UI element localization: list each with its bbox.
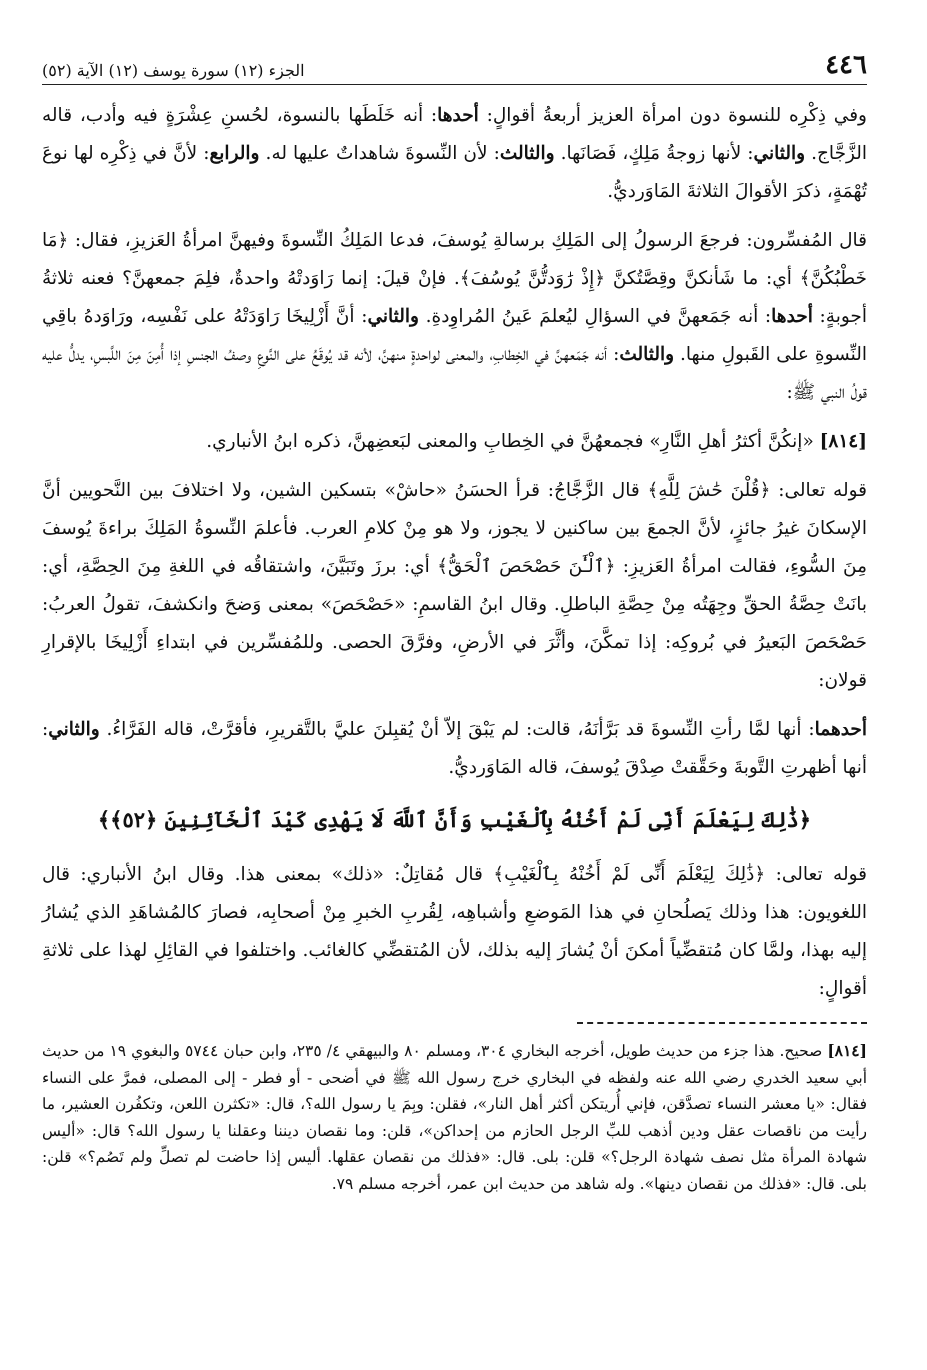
page-number: ٤٤٦ xyxy=(825,50,867,80)
paragraph-hadith xyxy=(42,423,867,461)
bold-term: والثاني xyxy=(48,719,100,740)
text-run: : أنه خَلَطَها بالنسوة، لحُسنِ عِشْرَةٍ فيه وأدب، قاله الزَّجَّاج. xyxy=(42,105,867,164)
text-run: : لأن النِّسوةَ شاهداتٌ عليها له. xyxy=(259,143,500,164)
hadith-reference: [٨١٤] xyxy=(819,431,867,452)
quran-verse: ﴿ذَٰلِكَ لِيَعْلَمَ أَنِّى لَمْ أَخُنْهُ بِٱلْغَيْبِ وَأَنَّ ٱللَّهَ لَا يَهْدِى كَيْدَ ٱلْخَآئِنِينَ ﴿٥٢﴾﴾ xyxy=(97,807,812,832)
bold-term: والثالث xyxy=(499,143,555,164)
footnote-divider xyxy=(577,1022,867,1024)
paragraph-4 xyxy=(42,472,867,700)
header-title: الجزء (١٢) سورة يوسف (١٢) الآية (٥٢) xyxy=(42,61,305,80)
main-text xyxy=(42,97,867,1008)
paragraph-6 xyxy=(42,856,867,1008)
bold-term: والثاني xyxy=(753,143,806,164)
paragraph-5 xyxy=(42,711,867,787)
text-run: : أنها أظهرتِ التَّوبةَ وحَقَّقتْ صِدْقَ يُوسفَ، قاله المَاوَرديُّ. xyxy=(42,719,867,778)
text-run: : لأنها زوجةُ مَلِكٍ، فَصَانَها. xyxy=(554,143,754,164)
text-run: : أنها لمَّا رأتِ النِّسوةَ قد بَرَّأنَهُ، قالت: لم يَبْقَ إلاّ أنْ يُقبِلنَ عليَّ بالتَّقريرِ، فأقرَّتْ، قاله الفَرَّاءُ. xyxy=(99,719,815,740)
paragraph-2 xyxy=(42,222,867,412)
bold-term: والثاني xyxy=(367,306,419,327)
footnote-text: صحيح. هذا جزء من حديث طويل، أخرجه البخاري ٣٠٤، ومسلم ٨٠ والبيهقي ٤/ ٢٣٥، وابن حبان ٥٧٤٤ والبغوي ١٩ من حديث أبي سعيد الخدري رضي الله عنه ولفظه في البخاري خرج رسول الله ﷺ في أضحى - أو فطر - إلى المصلى، فمرَّ على النساء فقال: «يا معشر النساء تصدَّقن، فإني أُريتكن أكثر أهل النار»، فقلن: وبِمَ يا رسول الله؟، قال: «تكثرن اللعن، وتكفُرن العشير، ما رأيت من ناقصات عقل ودين أذهب للبِّ الرجل الحازم من إحداكن»، قلن: وما نقصان ديننا وعقلنا يا رسول الله؟ قال: «أليس شهادة المرأة مثل نصف شهادة الرجل؟» قلن: بلى. قال: «فذلك من نقصان عقلها. أليس إذا حاضت لم تصلِّ ولم تَصُم؟» قلن: بلى. قال: «فذلك من نقصان دينها». وله شاهد من حديث ابن عمر، أخرجه مسلم ٧٩. xyxy=(42,1042,867,1193)
bold-term: أحدها xyxy=(771,306,813,327)
text-run: قوله تعالى: ﴿قُلْنَ حَٰشَ لِلَّهِ﴾ قال الزَّجَّاجُ: قرأ الحسَنُ «حاشْ» بتسكين الشين، ولا اختلافَ بين النَّحويين أنَّ الإسكانَ غيرُ جائزٍ، لأنَّ الجمعَ بين ساكنين لا يجوز، ولا هو مِنْ كلامِ العرب. فأعلمَ النِّسوةُ المَلِكَ براءةَ يُوسفَ مِنَ السُّوءِ، فقالت امرأةُ العَزيزِ: ﴿ٱلْـَٰٔنَ حَصْحَصَ ٱلْحَقُّ﴾ أي: برزَ وتَبَيَّنَ، واشتقاقُه في اللغةِ مِنَ الحِصَّةِ، أي: بانَتْ حِصَّةُ الحقِّ وجِهَتُه مِنْ حِصَّةِ الباطلِ. وقال ابنُ القاسمِ: «حَصْحَصَ» بمعنى وَضحَ وانكشفَ، تقولُ العربُ: حَصْحَصَ البَعيرُ في بُروكِه: إذا تمكَّنَ، وأثَّرَ في الأرضِ، وفرَّقَ الحصى. وللمُفسِّرين في ابتداءِ أَزْلِيخَا بالإقرارِ قولان: xyxy=(42,480,867,691)
text-run: : لأنَّ في ذِكْرِه لها نوعَ تُهْمَةٍ، ذكرَ الأقوالَ الثلاثةَ المَاوَرديُّ. xyxy=(42,143,867,202)
text-run: قال المُفسِّرون: فرجعَ الرسولُ إلى المَلِكِ برسالةِ يُوسفَ، فدعا المَلِكُ النِّسوةَ وفيهنَّ امرأةُ العَزيزِ، فقال: ﴿مَا خَطْبُكُنَّ﴾ أي: ما شَأنكنَّ وقِصَّتُكنَّ ﴿إِذْ رَٰوَدتُّنَّ يُوسُفَ﴾. فإنْ قيلَ: إنما رَاوَدتْهُ واحدةٌ، فلِمَ جمعهنَّ؟ فعنه ثلاثةُ أجوبةٍ: xyxy=(42,230,867,327)
text-run: وفي ذِكْرِه للنسوة دون امرأة العزيز أربعةُ أقوالٍ: xyxy=(478,105,867,126)
bold-term: أحدهما xyxy=(814,719,867,740)
text-run: قوله تعالى: ﴿ذَٰلِكَ لِيَعْلَمَ أَنِّى لَمْ أَخُنْهُ بِٱلْغَيْبِ﴾ قال مُقاتِلٌ: «ذلك» بمعنى هذا. وقال ابنُ الأنباري: قال اللغويون: هذا وذلك يَصلُحانِ في هذا المَوضعِ وأشباهِه، لِقُربِ الخبرِ مِنْ أصحابِه، فصارَ كالمُشاهَدِ الذي يُشارُ إليه بهذا، ولمَّا كان مُتقضِّياً أمكنَ أنْ يُشارَ إليه بذلك، لأن المُتقضِّي كالغائب. واختلفوا في القائِلِ لهذا على ثلاثةِ أقوالٍ: xyxy=(42,864,867,999)
footnote xyxy=(42,1038,867,1197)
text-run: : أنه جَمَعهنَّ في السؤالِ ليُعلمَ عَينُ المُراوِدةِ. xyxy=(418,306,772,327)
paragraph-1 xyxy=(42,97,867,211)
text-run: «إنكُنَّ أكثرُ أهلِ النَّارِ» فجمعهُنَّ في الخِطابِ والمعنى لبَعضِهنَّ، ذكره ابنُ الأنباري. xyxy=(206,431,820,452)
bold-term: والثالث xyxy=(619,344,675,365)
bold-term: أحدها xyxy=(437,105,479,126)
bold-term: والرابع xyxy=(209,143,260,164)
text-run: : أنَّ أَزْلِيخَا رَاوَدَتْهُ على نَفْسِه، ورَاوَدهُ باقِي النِّسوةِ على القَبولِ منها. xyxy=(42,306,867,365)
footnote-reference: [٨١٤] xyxy=(827,1041,867,1060)
text-run: : أنه جَمَعهنَّ في الخِطابِ، والمعنى لواحدةٍ منهنَّ، لأنه قد يُوقَعُ على النَّوعِ وصفُ الجنسِ إذا أُمِنَ مِنَ اللَّبسِ، يدلُّ عليه قولُ النبي ﷺ: xyxy=(42,344,867,403)
running-header xyxy=(42,38,867,85)
